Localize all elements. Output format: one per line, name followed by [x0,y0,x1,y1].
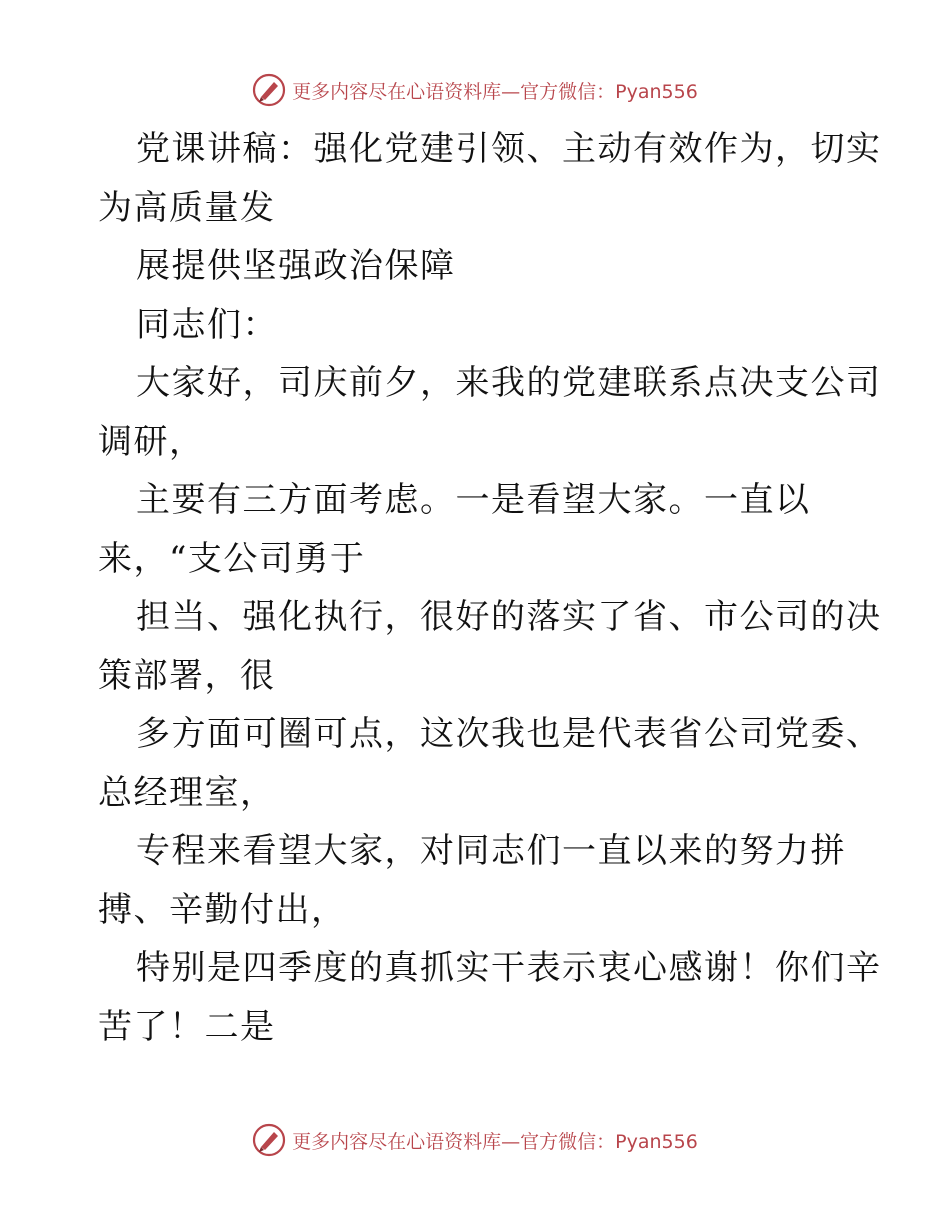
text-line: 同志们： [136,304,278,345]
document-body [98,120,882,1056]
header-banner [0,70,950,110]
footer-wechat-handle: Pyan556 [615,1130,698,1153]
text-line: 苦了！二是 [98,1006,276,1047]
footer-banner-text [292,1127,698,1154]
text-line: 为高质量发 [98,187,276,228]
footer-banner [0,1120,950,1160]
text-line: 策部署，很 [98,655,276,696]
text-line: 来，“支公司勇于 [98,538,366,579]
text-line: 多方面可圈可点，这次我也是代表省公司党委、 [136,714,882,754]
footer-banner-label: 更多内容尽在心语资料库—官方微信： [292,1130,616,1153]
text-line: 特别是四季度的真抓实干表示衷心感谢！你们辛 [136,948,882,988]
text-line: 主要有三方面考虑。一是看望大家。一直以 [136,480,811,520]
text-line: 专程来看望大家，对同志们一直以来的努力拼 [136,831,846,871]
header-banner-text [292,77,698,104]
text-line: 总经理室， [98,772,276,813]
pen-logo-icon [252,73,286,107]
text-line: 担当、强化执行，很好的落实了省、市公司的决 [136,597,882,637]
pen-logo-icon [252,1123,286,1157]
text-line: 大家好，司庆前夕，来我的党建联系点决支公司 [136,363,882,403]
header-banner-label: 更多内容尽在心语资料库—官方微信： [292,80,616,103]
header-wechat-handle: Pyan556 [615,80,698,103]
text-line: 党课讲稿：强化党建引领、主动有效作为，切实 [136,129,882,169]
text-line: 搏、辛勤付出， [98,889,347,930]
text-line: 展提供坚强政治保障 [136,246,456,286]
text-line: 调研， [98,421,205,462]
